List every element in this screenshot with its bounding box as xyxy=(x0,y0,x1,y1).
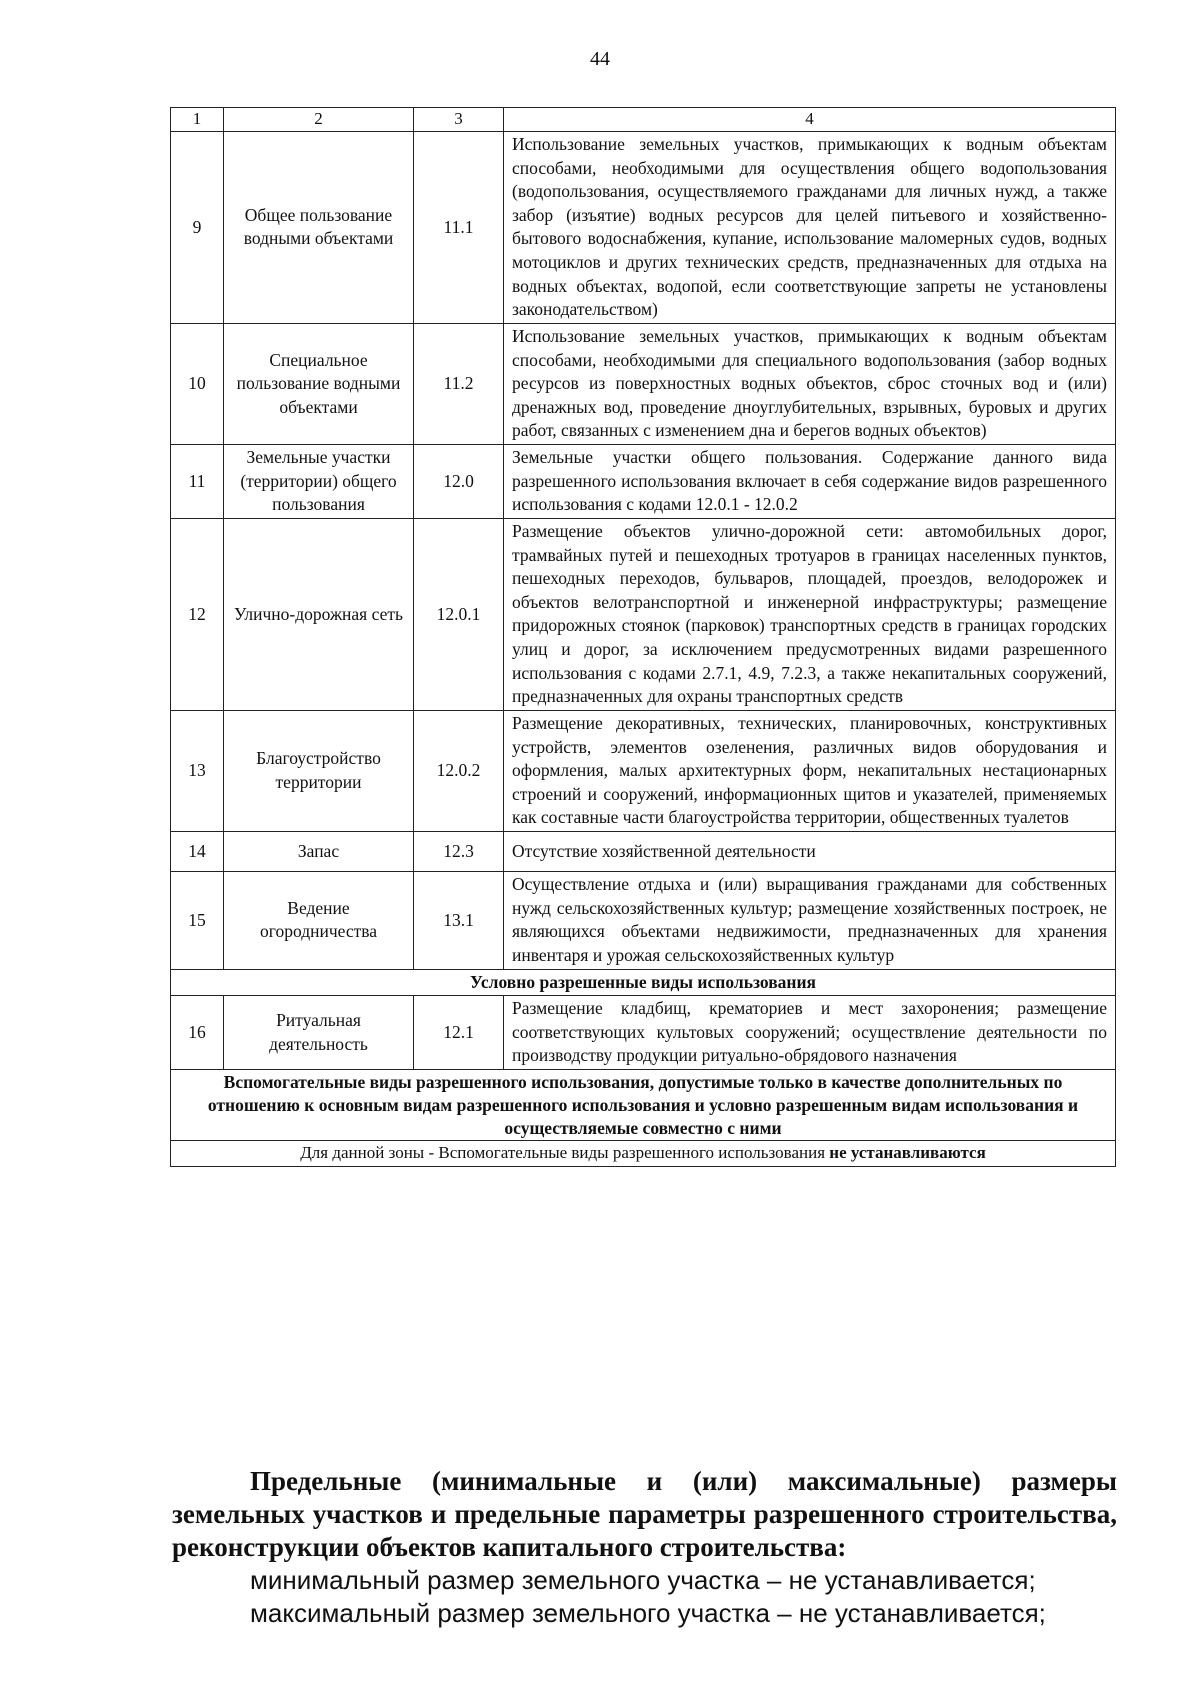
table-row xyxy=(171,996,1116,1070)
conditional-uses-heading: Условно разрешенные виды использования xyxy=(171,969,1116,996)
table-row xyxy=(171,872,1116,970)
use-name: Земельные участки (территории) общего пользования xyxy=(224,445,414,519)
use-description: Использование земельных участков, примыкающих к водным объектам способами, необходимыми для осуществления общего водопользования (водопользования, осуществляемого гражданами для личных нужд, а также забор (изъятие) водных ресурсов для целей питьевого и хозяйственно-бытового водоснабжения, купание, использование маломерных судов, водных мотоциклов и других технических средств, предназначенных для отдыха на водных объектах, водопой, если соответствующие запреты не установлены законодательством) xyxy=(504,131,1116,323)
use-code: 12.0.1 xyxy=(414,518,504,710)
use-name: Общее пользование водными объектами xyxy=(224,131,414,323)
parameters-heading: Предельные (минимальные и (или) максимальные) размеры земельных участков и предельные параметры разрешенного строительства, реконструкции объектов капитального строительства: xyxy=(172,1466,1117,1562)
table-row xyxy=(171,832,1116,872)
use-code: 11.2 xyxy=(414,323,504,444)
header-cell: 3 xyxy=(414,108,504,132)
row-number: 14 xyxy=(171,832,224,872)
use-name: Запас xyxy=(224,832,414,872)
table-row xyxy=(171,710,1116,831)
use-code: 13.1 xyxy=(414,872,504,970)
auxiliary-note-emphasis: не устанавливаются xyxy=(829,1143,986,1163)
auxiliary-uses-note xyxy=(171,1141,1116,1167)
use-description: Размещение объектов улично-дорожной сети: автомобильных дорог, трамвайных путей и пешеходных тротуаров в границах населенных пунктов, пешеходных переходов, бульваров, площадей, проездов, велодорожек и объектов велотранспортной и инженерной инфраструктуры; размещение придорожных стоянок (парковок) транспортных средств в границах городских улиц и дорог, за исключением предусмотренных видами разрешенного использования с кодами 2.7.1, 4.9, 7.2.3, а также некапитальных сооружений, предназначенных для охраны транспортных средств xyxy=(504,518,1116,710)
permitted-use-table xyxy=(170,107,1116,1167)
row-number: 11 xyxy=(171,445,224,519)
use-description: Отсутствие хозяйственной деятельности xyxy=(504,832,1116,872)
use-name: Ведение огородничества xyxy=(224,872,414,970)
section-row-conditional xyxy=(171,969,1116,996)
use-description: Использование земельных участков, примыкающих к водным объектам способами, необходимыми для специального водопользования (забор водных ресурсов из поверхностных водных объектов, сброс сточных вод и (или) дренажных вод, проведение дноуглубительных, взрывных, буровых и других работ, связанных с изменением дна и берегов водных объектов) xyxy=(504,323,1116,444)
use-name: Благоустройство территории xyxy=(224,710,414,831)
use-description: Размещение декоративных, технических, планировочных, конструктивных устройств, элементов озеленения, различных видов оборудования и оформления, малых архитектурных форм, некапитальных нестационарных строений и сооружений, информационных щитов и указателей, применяемых как составные части благоустройства территории, общественных туалетов xyxy=(504,710,1116,831)
table-header-row xyxy=(171,108,1116,132)
table-row xyxy=(171,445,1116,519)
row-number: 10 xyxy=(171,323,224,444)
section-row-auxiliary xyxy=(171,1070,1116,1141)
use-code: 12.0.2 xyxy=(414,710,504,831)
row-number: 16 xyxy=(171,996,224,1070)
header-cell: 2 xyxy=(224,108,414,132)
use-name: Специальное пользование водными объектами xyxy=(224,323,414,444)
row-number: 12 xyxy=(171,518,224,710)
table-row xyxy=(171,323,1116,444)
header-cell: 1 xyxy=(171,108,224,132)
use-description: Размещение кладбищ, крематориев и мест захоронения; размещение соответствующих культовых сооружений; осуществление деятельности по производству продукции ритуально-обрядового назначения xyxy=(504,996,1116,1070)
footnote-row xyxy=(171,1141,1116,1167)
row-number: 15 xyxy=(171,872,224,970)
auxiliary-note-prefix: Для данной зоны - Вспомогательные виды разрешенного использования xyxy=(300,1143,830,1163)
header-cell: 4 xyxy=(504,108,1116,132)
auxiliary-uses-heading: Вспомогательные виды разрешенного использования, допустимые только в качестве дополнительных по отношению к основным видам разрешенного использования и условно разрешенным видам использования и осуществляемые совместно с ними xyxy=(171,1070,1116,1141)
use-description: Земельные участки общего пользования. Содержание данного вида разрешенного использования включает в себя содержание видов разрешенного использования с кодами 12.0.1 - 12.0.2 xyxy=(504,445,1116,519)
use-code: 12.1 xyxy=(414,996,504,1070)
parameters-section xyxy=(172,1465,1117,1630)
use-name: Улично-дорожная сеть xyxy=(224,518,414,710)
use-code: 12.0 xyxy=(414,445,504,519)
use-code: 12.3 xyxy=(414,832,504,872)
row-number: 9 xyxy=(171,131,224,323)
use-name: Ритуальная деятельность xyxy=(224,996,414,1070)
max-plot-size-line: максимальный размер земельного участка – не устанавливается; xyxy=(250,1598,1046,1628)
row-number: 13 xyxy=(171,710,224,831)
min-plot-size-line: минимальный размер земельного участка – не устанавливается; xyxy=(250,1565,1036,1595)
use-description: Осуществление отдыха и (или) выращивания гражданами для собственных нужд сельскохозяйственных культур; размещение хозяйственных построек, не являющихся объектами недвижимости, предназначенных для хранения инвентаря и урожая сельскохозяйственных культур xyxy=(504,872,1116,970)
table-row xyxy=(171,518,1116,710)
table-row xyxy=(171,131,1116,323)
page-number: 44 xyxy=(590,48,610,70)
use-code: 11.1 xyxy=(414,131,504,323)
